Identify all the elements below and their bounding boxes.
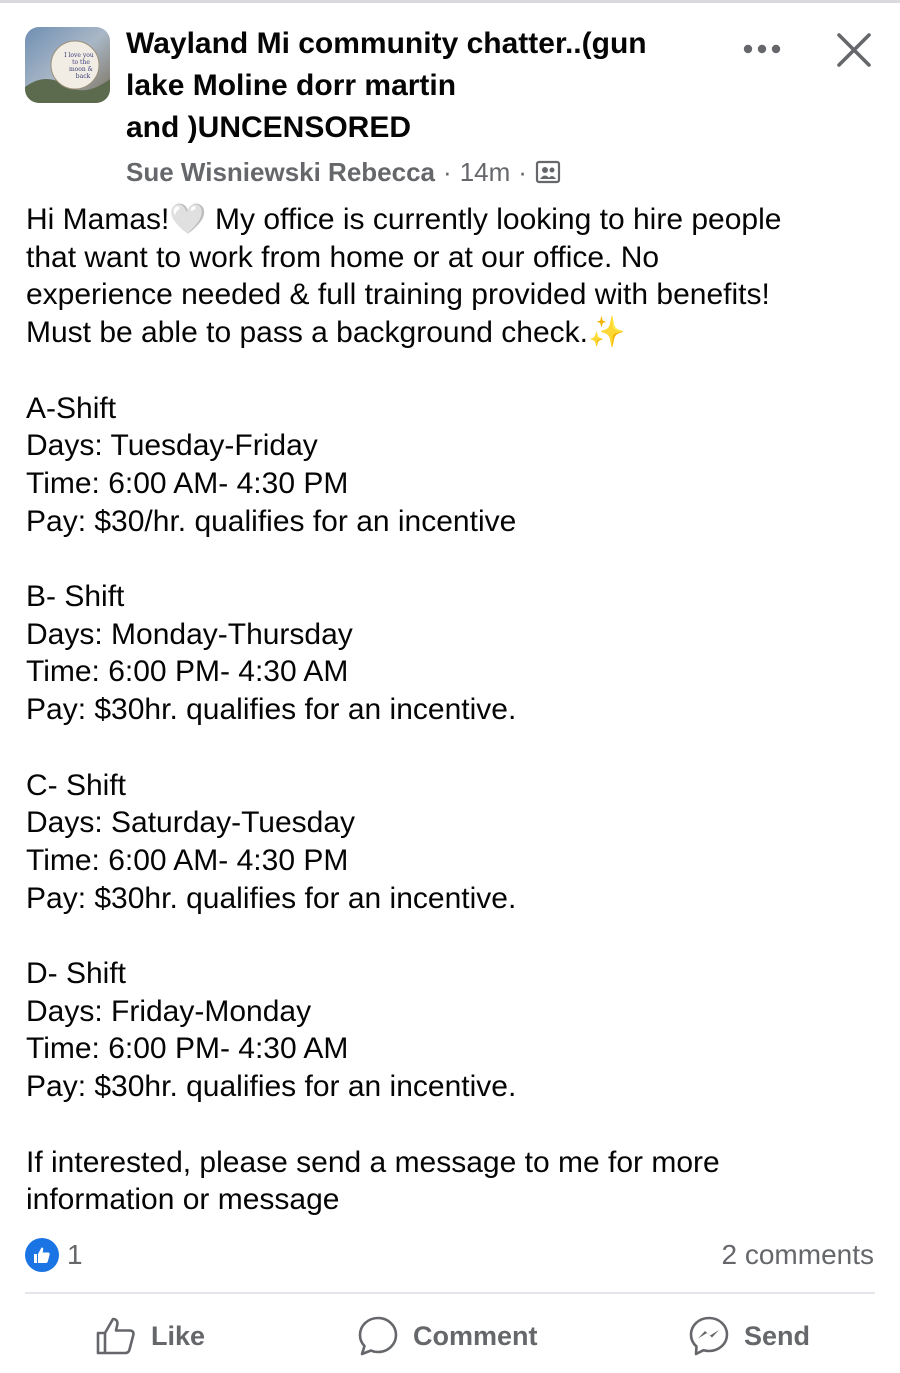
comment-label: Comment	[413, 1320, 538, 1351]
messenger-icon	[688, 1315, 730, 1357]
action-bar	[0, 1306, 900, 1366]
shift-pay: Pay: $30hr. qualifies for an incentive.	[26, 693, 517, 727]
shift-time: Time: 6:00 AM- 4:30 PM	[26, 466, 349, 500]
close-icon	[836, 32, 872, 68]
shift-block	[26, 955, 886, 1106]
more-icon	[742, 44, 782, 54]
avatar-text-2: to the	[72, 59, 90, 66]
avatar-text-4: back	[75, 73, 91, 80]
like-label: Like	[151, 1320, 206, 1351]
comments-count[interactable]: 2 comments	[721, 1239, 874, 1270]
more-options-button[interactable]	[740, 34, 784, 64]
text-line: If interested, please send a message to me for more	[26, 1145, 720, 1179]
shift-days: Days: Monday-Thursday	[26, 617, 353, 651]
text-line: experience needed & full training provided with benefits!	[26, 278, 770, 312]
closing-paragraph	[26, 1144, 886, 1219]
shift-block	[26, 390, 886, 541]
reaction-count: 1	[67, 1239, 83, 1270]
post-body	[26, 201, 886, 1219]
shift-name: B- Shift	[26, 580, 125, 613]
author-name[interactable]: Sue Wisniewski Rebecca	[126, 156, 436, 187]
like-reaction-icon	[25, 1238, 59, 1272]
group-avatar[interactable]	[25, 27, 110, 103]
shift-block	[26, 578, 886, 729]
like-button[interactable]	[95, 1306, 205, 1366]
top-divider	[0, 0, 900, 3]
group-name-line: and )UNCENSORED	[126, 111, 412, 144]
group-name[interactable]	[126, 23, 706, 149]
shift-time: Time: 6:00 PM- 4:30 AM	[26, 655, 349, 689]
post-time[interactable]: 14m	[459, 156, 511, 187]
close-button[interactable]	[834, 30, 874, 70]
send-button[interactable]	[688, 1306, 810, 1366]
shift-time: Time: 6:00 AM- 4:30 PM	[26, 843, 349, 877]
shift-pay: Pay: $30hr. qualifies for an incentive.	[26, 881, 517, 915]
avatar-text-3: moon &	[68, 66, 94, 73]
post-meta	[126, 152, 561, 192]
shift-pay: Pay: $30/hr. qualifies for an incentive	[26, 504, 517, 538]
reaction-summary[interactable]	[25, 1236, 83, 1274]
thumbs-up-icon	[95, 1316, 137, 1356]
shift-name: C- Shift	[26, 768, 127, 802]
shift-days: Days: Saturday-Tuesday	[26, 806, 356, 840]
comment-button[interactable]	[357, 1306, 538, 1366]
text-line: that want to work from home or at our office. No	[26, 240, 660, 274]
shift-time: Time: 6:00 PM- 4:30 AM	[26, 1032, 349, 1066]
comment-icon	[357, 1315, 399, 1357]
intro-paragraph	[26, 201, 886, 352]
shift-days: Days: Tuesday-Friday	[26, 429, 318, 463]
send-label: Send	[744, 1320, 811, 1351]
avatar-text-1: I love you	[64, 52, 94, 59]
shift-name: A-Shift	[26, 391, 117, 425]
group-name-line: Wayland Mi community chatter..(gun	[126, 27, 647, 60]
group-name-line: lake Moline dorr martin	[126, 69, 457, 102]
shift-pay: Pay: $30hr. qualifies for an incentive.	[26, 1070, 517, 1104]
action-divider	[25, 1292, 875, 1294]
text-line: Hi Mamas!🤍 My office is currently looking to hire people	[26, 203, 782, 236]
shift-days: Days: Friday-Monday	[26, 994, 312, 1028]
text-line: Must be able to pass a background check.✨	[26, 316, 626, 350]
group-members-icon	[535, 159, 561, 185]
text-line: information or message	[26, 1183, 340, 1217]
shift-name: D- Shift	[26, 957, 127, 990]
meta-separator: ·	[443, 156, 452, 187]
shift-block	[26, 767, 886, 918]
meta-separator: ·	[518, 156, 527, 187]
